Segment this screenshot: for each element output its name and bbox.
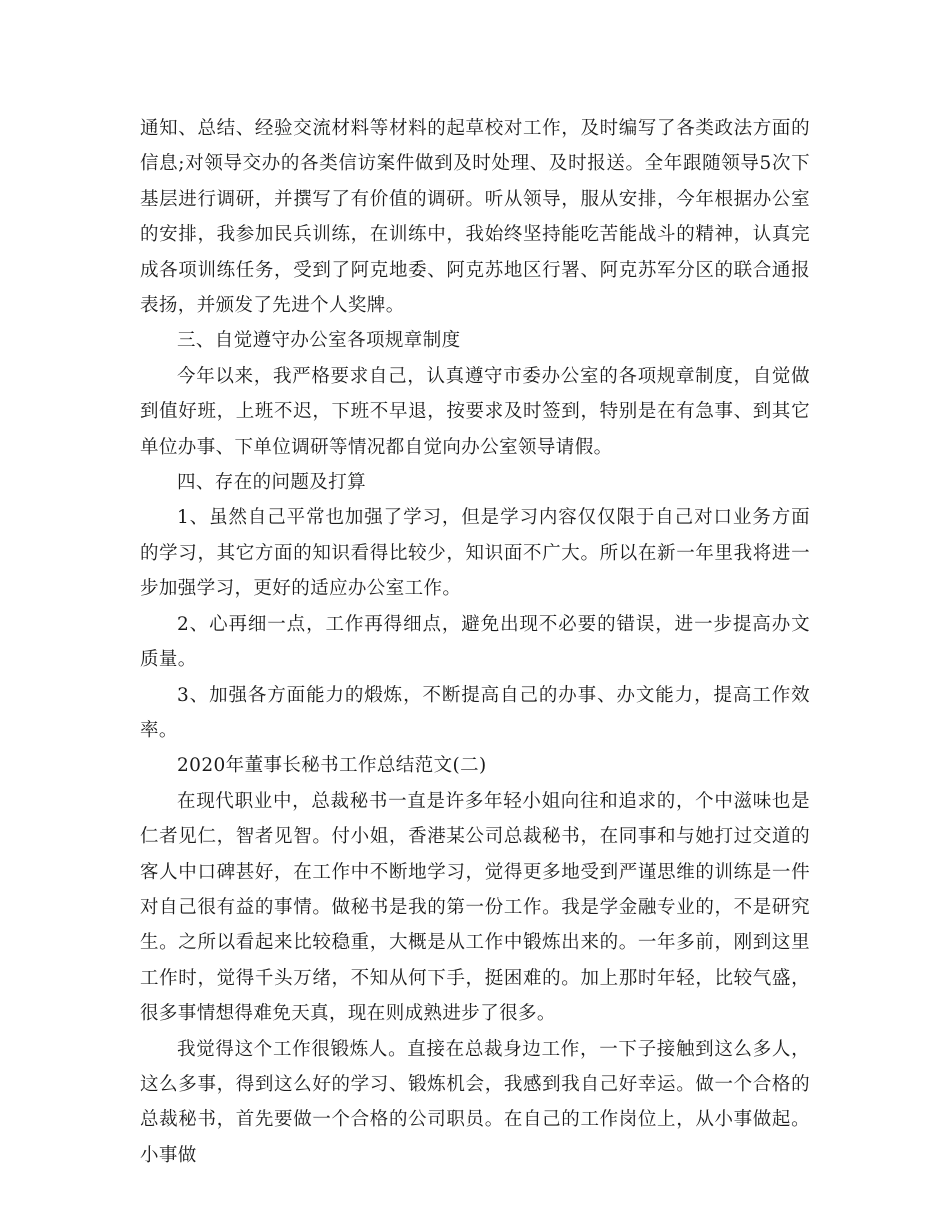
document-body: [140, 111, 810, 1173]
section-heading-rules: 三、自觉遵守办公室各项规章制度: [177, 330, 461, 352]
article-title: 2020年董事长秘书工作总结范文(二): [177, 755, 487, 777]
paragraph-continuation: 通知、总结、经验交流材料等材料的起草校对工作，及时编写了各类政法方面的信息;对领导交办的各类信访案件做到及时处理、及时报送。全年跟随领导5次下基层进行调研，并撰写了有价值的调研。听从领导，服从安排，今年根据办公室的安排，我参加民兵训练，在训练中，我始终坚持能吃苦能战斗的精神，认真完成各项训练任务，受到了阿克地委、阿克苏地区行署、阿克苏军分区的联合通报表扬，并颁发了先进个人奖牌。: [140, 118, 810, 317]
paragraph-rules: 今年以来，我严格要求自己，认真遵守市委办公室的各项规章制度，自觉做到值好班，上班不迟，下班不早退，按要求及时签到，特别是在有急事、到其它单位办事、下单位调研等情况都自觉向办公室领导请假。: [140, 365, 810, 458]
section-heading-problems: 四、存在的问题及打算: [177, 472, 367, 494]
list-item-1: 1、虽然自己平常也加强了学习，但是学习内容仅仅限于自己对口业务方面的学习，其它方面的知识看得比较少，知识面不广大。所以在新一年里我将进一步加强学习，更好的适应办公室工作。: [140, 507, 810, 600]
paragraph-experience: 我觉得这个工作很锻炼人。直接在总裁身边工作，一下子接触到这么多人，这么多事，得到这么好的学习、锻炼机会，我感到我自己好幸运。做一个合格的总裁秘书，首先要做一个合格的公司职员。在自己的工作岗位上，从小事做起。小事做: [140, 1038, 810, 1166]
list-item-3: 3、加强各方面能力的煅炼，不断提高自己的办事、办文能力，提高工作效率。: [140, 684, 810, 741]
list-item-2: 2、心再细一点，工作再得细点，避免出现不必要的错误，进一步提高办文质量。: [140, 613, 810, 671]
paragraph-intro: 在现代职业中，总裁秘书一直是许多年轻小姐向往和追求的，个中滋味也是仁者见仁，智者见智。付小姐，香港某公司总裁秘书，在同事和与她打过交道的客人中口碑甚好，在工作中不断地学习，觉得更多地受到严谨思维的训练是一件对自己很有益的事情。做秘书是我的第一份工作。我是学金融专业的，不是研究生。之所以看起来比较稳重，大概是从工作中锻炼出来的。一年多前，刚到这里工作时，觉得千头万绪，不知从何下手，挺困难的。加上那时年轻，比较气盛，很多事情想得难免天真，现在则成熟进步了很多。: [140, 790, 810, 1025]
